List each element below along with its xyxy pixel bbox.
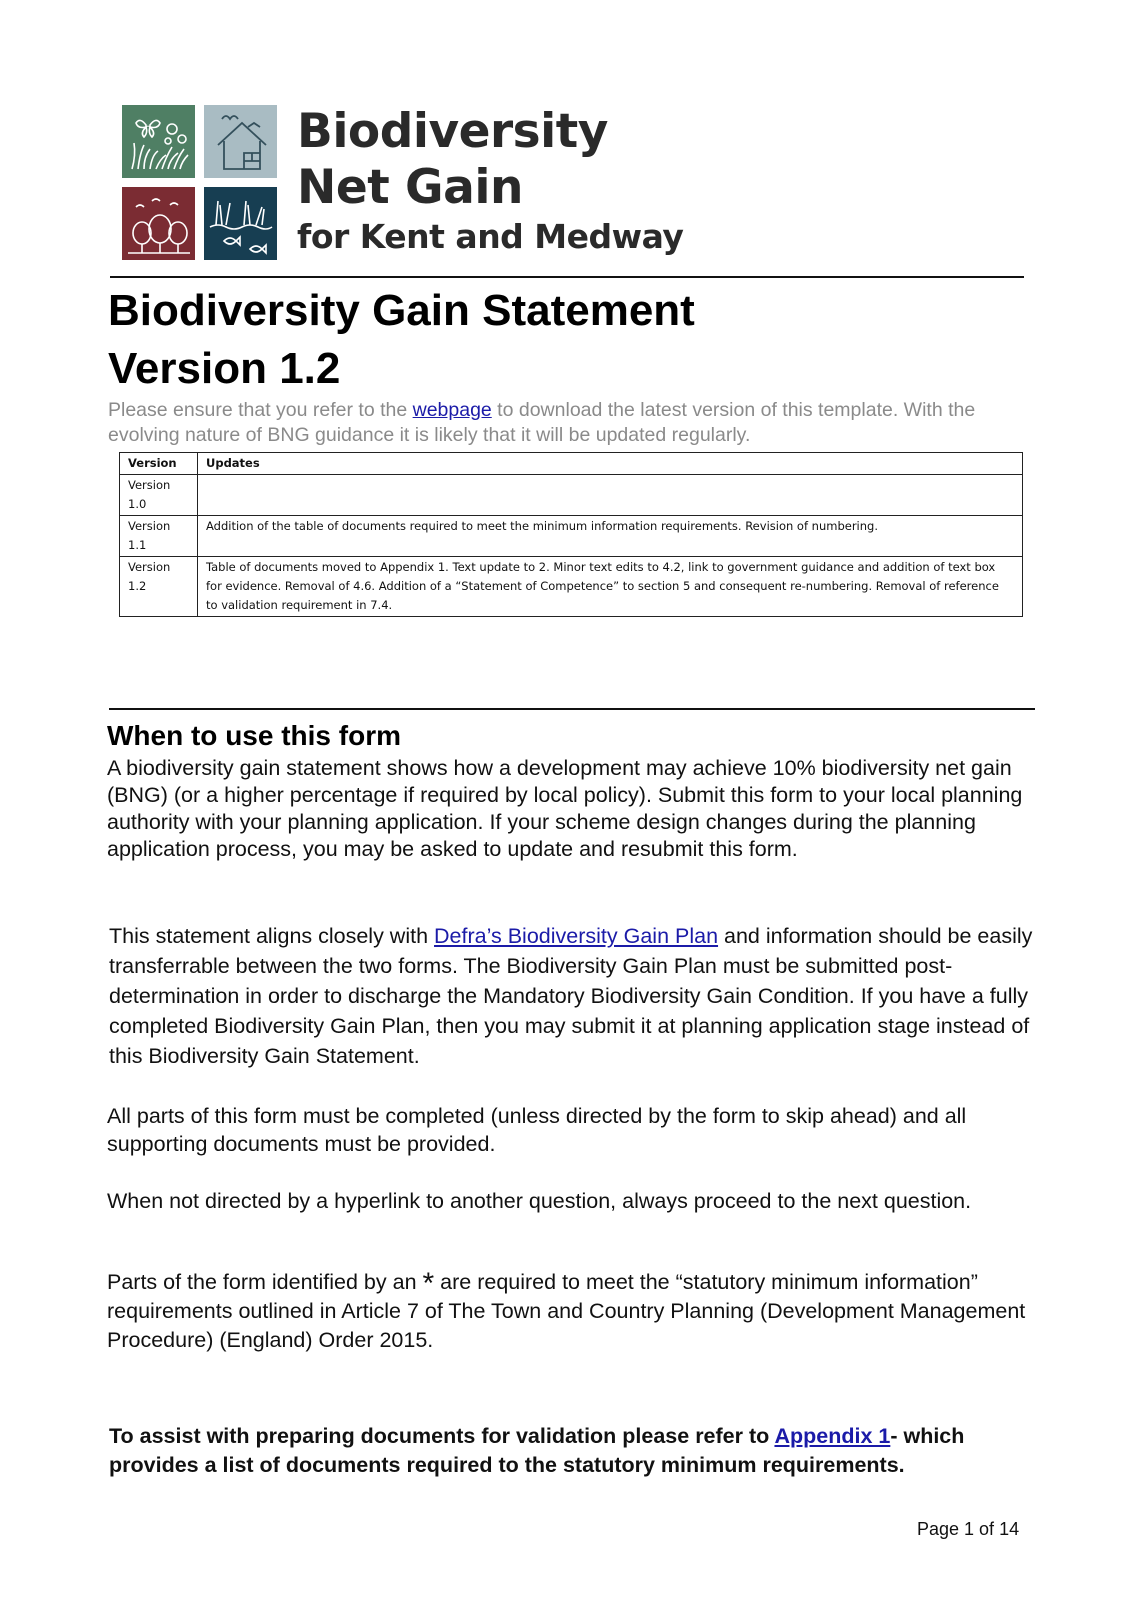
logo-line-3: for Kent and Medway <box>297 217 684 256</box>
table-row <box>120 557 1023 617</box>
table-row <box>120 475 1023 516</box>
p2-text-after: and information should be easily transferrable between the two forms. The Biodiversity Gain Plan must be submitted post-determination in order to discharge the Mandatory Biodiversity Gain Condition. If you have a fully completed Biodiversity Gain Plan, then you may submit it at planning application stage instead of this Biodiversity Gain Statement. <box>109 924 1033 1068</box>
p6-text-before: To assist with preparing documents for validation please refer to <box>109 1424 775 1448</box>
table-header-row <box>120 453 1023 475</box>
defra-gain-plan-link[interactable]: Defra’s Biodiversity Gain Plan <box>434 924 719 948</box>
section-heading: When to use this form <box>107 720 401 751</box>
cell-updates: Addition of the table of documents required to meet the minimum information requirements. Revision of numbering. <box>198 516 1023 557</box>
p2-text-before: This statement aligns closely with <box>109 924 435 948</box>
cell-updates: Table of documents moved to Appendix 1. Text update to 2. Minor text edits to 4.2, link to government guidance and addition of text box for evidence. Removal of 4.6. Addition of a “Statement of Competence” to section 5 and consequent re-numbering. Removal of reference to validation requirement in 7.4. <box>198 557 1023 617</box>
cell-version: Version 1.0 <box>120 475 198 516</box>
water-fish-icon <box>204 187 277 260</box>
paragraph-1: A biodiversity gain statement shows how a development may achieve 10% biodiversity net gain (BNG) (or a higher percentage if required by local policy). Submit this form to your local planning authority with your planning application. If your scheme design changes during the planning application process, you may be asked to update and resubmit this form. <box>107 756 1023 861</box>
cell-updates <box>198 475 1023 516</box>
intro-text-before: Please ensure that you refer to the <box>108 399 413 421</box>
version-history-table <box>119 452 1023 617</box>
house-bird-icon <box>204 105 277 178</box>
page-title <box>108 282 695 398</box>
trees-icon <box>122 187 195 260</box>
section-divider <box>109 708 1035 710</box>
logo-line-2: Net Gain <box>297 160 523 215</box>
paragraph-3: All parts of this form must be completed (unless directed by the form to skip ahead) and all supporting documents must be provided. <box>107 1104 967 1156</box>
intro-text-after: to download the latest version of this template. With the evolving nature of BNG guidance it is likely that it will be updated regularly. <box>108 399 976 446</box>
appendix-1-link[interactable]: Appendix 1 <box>774 1424 891 1448</box>
logo-line-1: Biodiversity <box>297 104 608 159</box>
p5-text-after: are required to meet the “statutory minimum information” requirements outlined in Article 7 of The Town and Country Planning (Development Management Procedure) (England) Order 2015. <box>107 1270 1026 1352</box>
title-line-1: Biodiversity Gain Statement <box>108 286 695 335</box>
cell-version: Version 1.2 <box>120 557 198 617</box>
asterisk-marker: * <box>422 1267 435 1300</box>
p5-text-before: Parts of the form identified by an <box>107 1270 423 1294</box>
title-line-2: Version 1.2 <box>108 344 341 393</box>
logo-tiles <box>122 105 277 260</box>
paragraph-5 <box>107 1265 1037 1355</box>
intro-note <box>108 398 1028 448</box>
header-version: Version <box>120 453 198 475</box>
paragraph-2 <box>109 921 1039 1071</box>
logo-wordmark <box>297 104 683 258</box>
webpage-link[interactable]: webpage <box>412 399 492 421</box>
header-divider <box>110 276 1024 278</box>
paragraph-4: When not directed by a hyperlink to another question, always proceed to the next question. <box>107 1189 972 1213</box>
cell-version: Version 1.1 <box>120 516 198 557</box>
butterfly-grass-icon <box>122 105 195 178</box>
p6-text-after: - which provides a list of documents required to the statutory minimum requirements. <box>109 1424 965 1477</box>
page-number: Page 1 of 14 <box>917 1519 1020 1539</box>
table-row <box>120 516 1023 557</box>
header-updates: Updates <box>198 453 1023 475</box>
paragraph-6 <box>109 1422 1039 1480</box>
